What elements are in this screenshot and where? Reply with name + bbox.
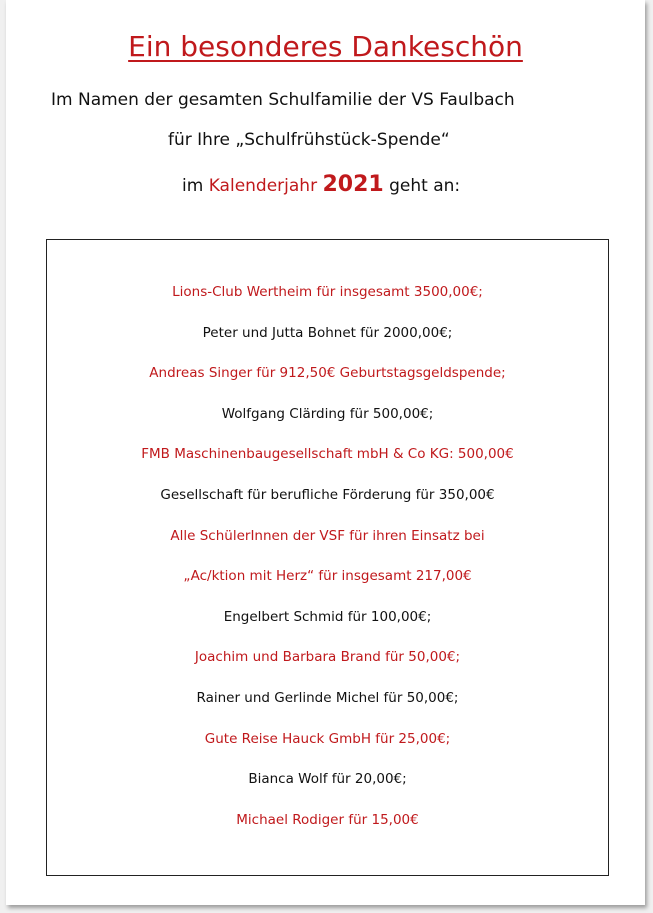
donor-entry: „Ac/ktion mit Herz“ für insgesamt 217,00€ <box>183 568 472 585</box>
donor-entry: Wolfgang Clärding für 500,00€; <box>221 405 434 422</box>
intro-line-school: Im Namen der gesamten Schulfamilie der VS Faulbach <box>51 90 515 110</box>
intro-line-year <box>182 172 460 197</box>
donor-entry: Michael Rodiger für 15,00€ <box>236 811 419 828</box>
donor-entry: Bianca Wolf für 20,00€; <box>248 771 407 788</box>
year-label: Kalenderjahr <box>208 176 318 196</box>
donor-entry: Rainer und Gerlinde Michel für 50,00€; <box>196 689 459 706</box>
year-suffix: geht an: <box>389 176 461 196</box>
year-prefix: im <box>182 176 204 196</box>
donor-entry: FMB Maschinenbaugesellschaft mbH & Co KG: 500,00€ <box>141 446 514 463</box>
donor-entry: Lions-Club Wertheim für insgesamt 3500,00€; <box>172 284 483 300</box>
page-title: Ein besonderes Dankeschön <box>128 30 523 63</box>
donor-entry: Andreas Singer für 912,50€ Geburtstagsgeldspende; <box>149 365 506 382</box>
donor-entry: Engelbert Schmid für 100,00€; <box>223 608 432 625</box>
year-value: 2021 <box>322 172 384 197</box>
donor-entry: Gesellschaft für berufliche Förderung für 350,00€ <box>160 486 495 503</box>
donor-entry: Alle SchülerInnen der VSF für ihren Einsatz bei <box>170 527 485 544</box>
intro-line-donation: für Ihre „Schulfrühstück-Spende“ <box>168 130 450 150</box>
donor-list <box>47 282 608 850</box>
donor-list-box <box>46 239 609 876</box>
document-page <box>6 0 645 905</box>
donor-entry: Gute Reise Hauck GmbH für 25,00€; <box>204 730 451 747</box>
donor-entry: Joachim und Barbara Brand für 50,00€; <box>194 649 461 666</box>
donor-entry: Peter und Jutta Bohnet für 2000,00€; <box>202 324 453 341</box>
